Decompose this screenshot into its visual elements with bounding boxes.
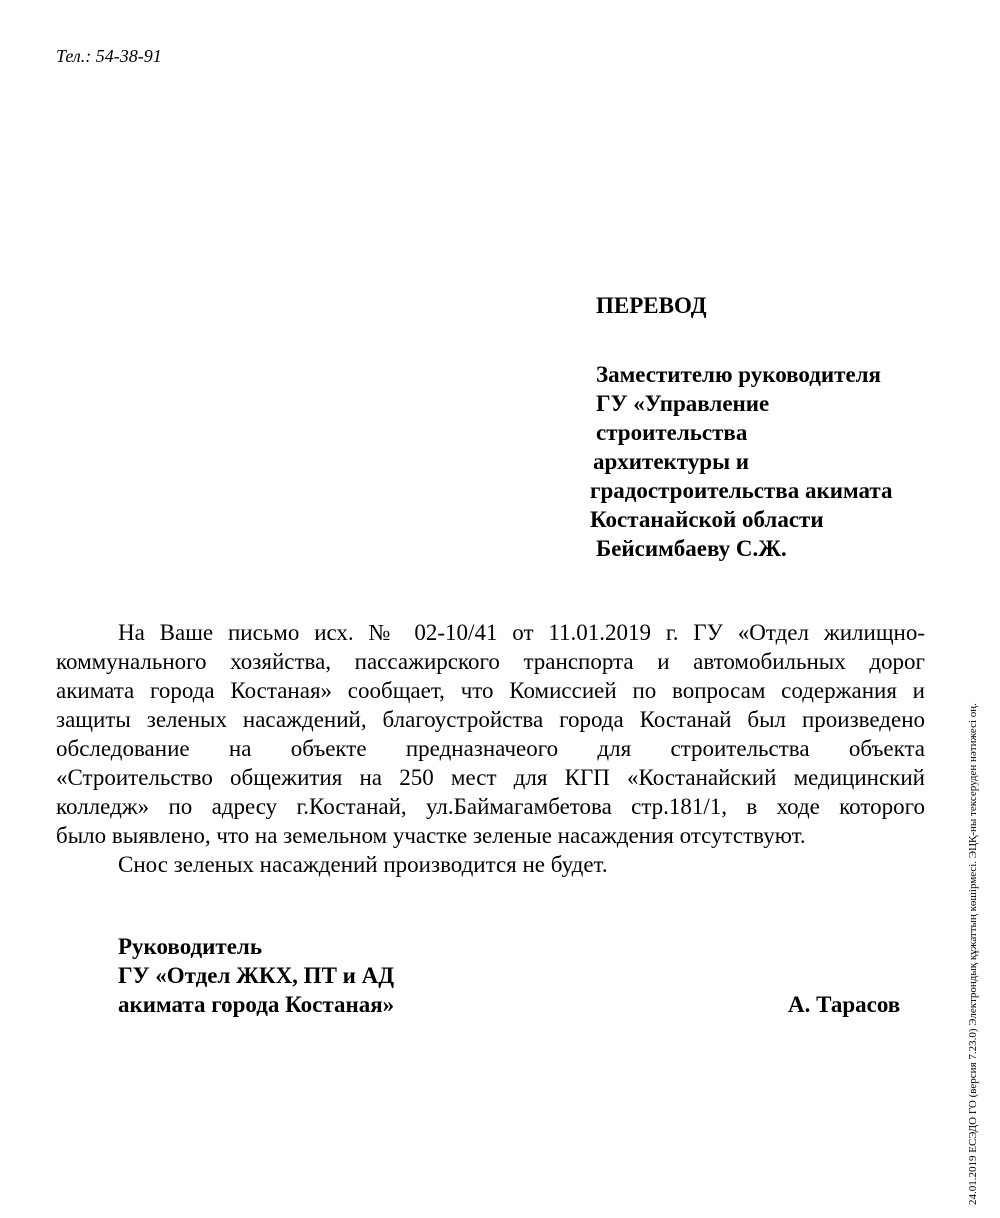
body-line: было выявлено, что на земельном участке зеленые насаждения отсутствуют. (56, 823, 806, 848)
addressee-line: Бейсимбаеву С.Ж. (596, 536, 787, 561)
body-line: обследование на объекте предназначеого для строительства объекта (56, 736, 925, 761)
addressee-line: ГУ «Управление (596, 391, 770, 416)
document-title: ПЕРЕВОД (596, 293, 707, 318)
addressee-line: Заместителю руководителя (596, 362, 881, 387)
signer-position-line: ГУ «Отдел ЖКХ, ПТ и АД (118, 963, 395, 988)
electronic-document-stamp (967, 703, 980, 1205)
body-line: Снос зеленых насаждений производится не будет. (118, 852, 608, 877)
signer-position-line: Руководитель (118, 934, 262, 959)
phone-number: Тел.: 54-38-91 (56, 46, 162, 66)
addressee-line: архитектуры и (593, 449, 750, 474)
signature-block (118, 932, 394, 1019)
body-line: коммунального хозяйства, пассажирского транспорта и автомобильных дорог (56, 649, 925, 674)
addressee-line: градостроительства акимата (590, 478, 893, 503)
body-line: защиты зеленых насаждений, благоустройства города Костанай был произведено (56, 707, 925, 732)
body-line: «Строительство общежития на 250 мест для КГП «Костанайский медицинский (56, 765, 925, 790)
body-line: акимата города Костаная» сообщает, что Комиссией по вопросам содержания и (56, 678, 925, 703)
body-line: На Ваше письмо исх. № 02-10/41 от 11.01.2019 г. ГУ «Отдел жилищно- (118, 620, 925, 645)
signer-position-line: акимата города Костаная» (118, 992, 395, 1017)
letter-body (56, 618, 925, 879)
addressee-line: Костанайской области (590, 507, 824, 532)
stamp-line: 24.01.2019 ЕСЭДО ГО (версия 7.23.0) Электрондық құжаттың көшірмесі. ЭЦҚ-ны тексеруден нәтижесі оң. (967, 703, 979, 1205)
body-line: колледж» по адресу г.Костанай, ул.Баймагамбетова стр.181/1, в ходе которого (56, 794, 925, 819)
addressee-line: строительства (596, 420, 748, 445)
signer-name: А. Тарасов (788, 992, 901, 1017)
